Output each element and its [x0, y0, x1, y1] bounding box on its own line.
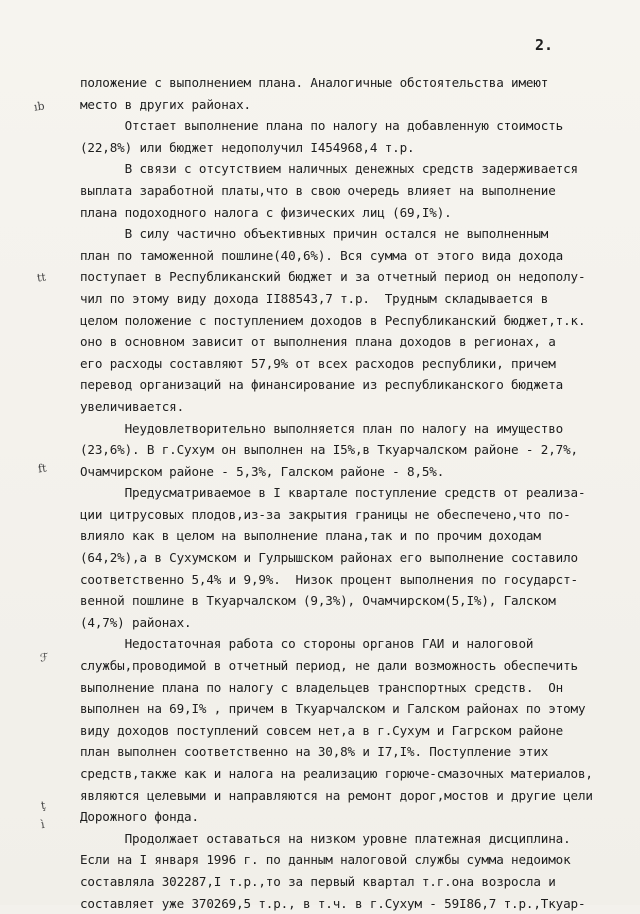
text-line: Продолжает оставаться на низком уровне платежная дисциплина.: [80, 830, 571, 846]
text-line: оно в основном зависит от выполнения плана доходов в регионах, а: [80, 334, 556, 350]
text-line: (64,2%),а в Сухумском и Гулрышском районах его выполнение составило: [80, 550, 578, 566]
text-line: увеличивается.: [80, 398, 185, 414]
text-line: его расходы составляют 57,9% от всех расходов республики, причем: [80, 355, 556, 371]
text-line: положение с выполнением плана. Аналогичные обстоятельства имеют: [80, 75, 549, 90]
text-line: В связи с отсутствием наличных денежных средств задерживается: [80, 161, 578, 177]
margin-mark: tt: [36, 270, 47, 285]
text-line: являются целевыми и направляются на ремонт дорог,мостов и другие цели: [80, 787, 593, 803]
text-line: Неудовлетворительно выполняется план по налогу на имущество: [80, 420, 564, 436]
text-line: соответственно 5,4% и 9,9%. Низок процент выполнения по государст-: [80, 571, 578, 587]
text-line: ции цитрусовых плодов,из-за закрытия границы не обеспечено,что по-: [80, 506, 571, 522]
text-line: выплата заработной платы,что в свою очередь влияет на выполнение: [80, 182, 556, 198]
text-line: средств,также как и налога на реализацию горюче-смазочных материалов,: [80, 766, 593, 781]
text-line: целом положение с поступлением доходов в Республиканский бюджет,т.к.: [80, 312, 586, 328]
text-line: чил по этому виду дохода II88543,7 т.р. Трудным складывается в: [80, 290, 549, 306]
text-line: В силу частично объективных причин остался не выполненным: [80, 226, 549, 242]
body-text: [80, 72, 620, 914]
text-line: влияло как в целом на выполнение плана,так и по прочим доходам: [80, 528, 541, 544]
text-line: место в других районах.: [80, 96, 251, 112]
text-line: Предусматриваемое в I квартале поступление средств от реализа-: [80, 485, 586, 501]
margin-mark: ℱ: [39, 650, 50, 665]
text-line: выполнен на 69,I% , причем в Ткуарчалском и Галском районах по этому: [80, 701, 586, 717]
text-line: план выполнен соответственно на 30,8% и I7,I%. Поступление этих: [80, 744, 549, 760]
margin-mark: ţ: [40, 798, 47, 813]
text-line: перевод организаций на финансирование из республиканского бюджета: [80, 377, 564, 393]
margin-mark: ft: [37, 461, 48, 476]
text-line: Если на I января 1996 г. по данным налоговой службы сумма недоимок: [80, 852, 571, 868]
text-line: виду доходов поступлений совсем нет,а в г.Сухум и Гагрском районе: [80, 722, 564, 738]
text-line: составляет уже 370269,5 т.р., в т.ч. в г.Сухум - 59I86,7 т.р.,Ткуар-: [80, 895, 586, 911]
text-line: поступает в Республиканский бюджет и за отчетный период он недополу-: [80, 269, 586, 285]
page-number: 2.: [535, 36, 554, 54]
text-line: Отстает выполнение плана по налогу на добавленную стоимость: [80, 118, 564, 134]
text-line: составляла 302287,I т.р.,то за первый квартал т.г.она возросла и: [80, 873, 556, 889]
text-line: плана подоходного налога с физических лиц (69,I%).: [80, 204, 452, 220]
text-line: (23,6%). В г.Сухум он выполнен на I5%,в Ткуарчалском районе - 2,7%,: [80, 442, 578, 458]
text-line: (4,7%) районах.: [80, 614, 192, 630]
text-line: Недостаточная работа со стороны органов ГАИ и налоговой: [80, 636, 534, 652]
text-line: Очамчирском районе - 5,3%, Галском районе - 8,5%.: [80, 463, 445, 479]
text-line: выполнение плана по налогу с владельцев транспортных средств. Он: [80, 679, 564, 695]
margin-mark: ì: [40, 817, 46, 832]
text-line: план по таможенной пошлине(40,6%). Вся сумма от этого вида дохода: [80, 247, 564, 263]
text-line: Дорожного фонда.: [80, 809, 199, 825]
text-line: службы,проводимой в отчетный период, не дали возможность обеспечить: [80, 658, 578, 674]
margin-mark: ıb: [33, 99, 46, 114]
text-line: (22,8%) или бюджет недополучил I454968,4 т.р.: [80, 139, 415, 155]
text-line: венной пошлине в Ткуарчалском (9,3%), Очамчирском(5,I%), Галском: [80, 593, 556, 609]
